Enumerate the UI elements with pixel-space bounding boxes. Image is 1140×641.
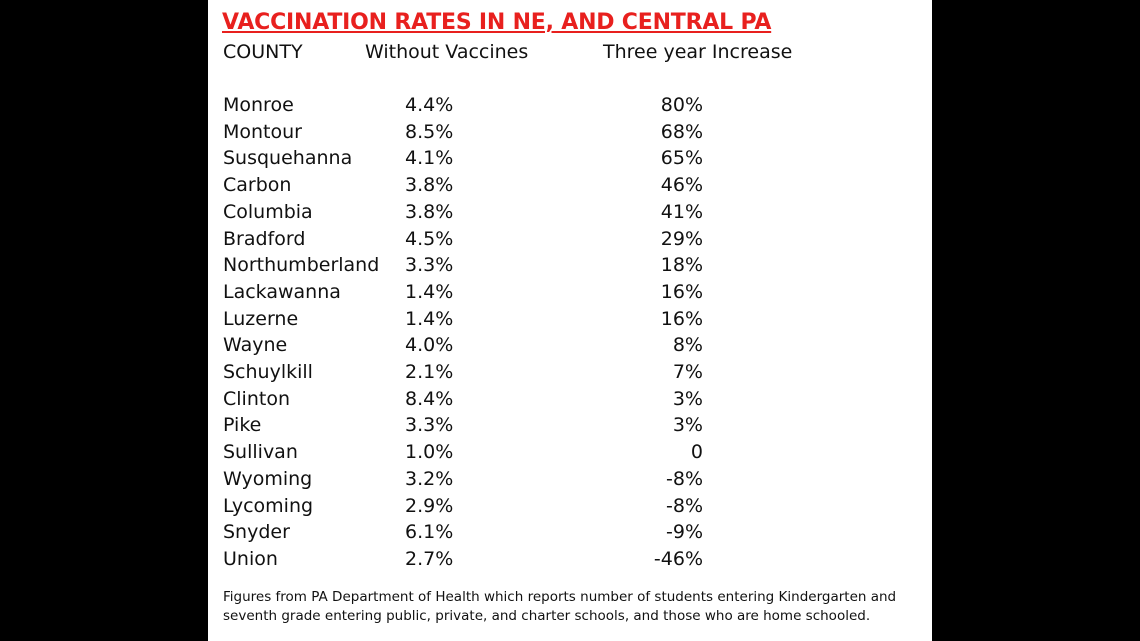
three-year-increase-cell: 3% bbox=[672, 414, 703, 437]
table-row bbox=[208, 119, 932, 146]
county-cell: Clinton bbox=[223, 387, 290, 410]
three-year-increase-cell: 65% bbox=[660, 147, 703, 170]
without-vaccines-cell: 8.4% bbox=[405, 387, 454, 410]
without-vaccines-cell: 1.4% bbox=[405, 280, 454, 303]
three-year-increase-cell: 80% bbox=[660, 94, 703, 116]
without-vaccines-cell: 4.5% bbox=[405, 227, 454, 250]
county-cell: Montour bbox=[223, 120, 302, 143]
page-title: VACCINATION RATES IN NE, AND CENTRAL PA bbox=[222, 10, 772, 35]
without-vaccines-cell: 4.0% bbox=[405, 334, 454, 357]
without-vaccines-cell: 8.5% bbox=[405, 120, 454, 143]
table-row bbox=[208, 92, 932, 119]
table-row bbox=[208, 359, 932, 386]
county-cell: Union bbox=[223, 547, 278, 570]
county-cell: Snyder bbox=[223, 521, 290, 544]
without-vaccines-cell: 3.8% bbox=[405, 200, 454, 223]
table-row bbox=[208, 226, 932, 253]
column-header-without-vaccines: Without Vaccines bbox=[365, 41, 529, 63]
table-row bbox=[208, 386, 932, 413]
without-vaccines-cell: 3.8% bbox=[405, 174, 454, 197]
county-cell: Susquehanna bbox=[223, 147, 353, 170]
three-year-increase-cell: 18% bbox=[660, 254, 703, 277]
county-cell: Lycoming bbox=[223, 494, 314, 517]
three-year-increase-cell: 16% bbox=[660, 307, 703, 330]
document-panel bbox=[208, 0, 932, 641]
table-row bbox=[208, 412, 932, 439]
without-vaccines-cell: 2.7% bbox=[405, 547, 454, 570]
county-cell: Northumberland bbox=[223, 254, 380, 277]
county-cell: Wayne bbox=[223, 334, 288, 357]
without-vaccines-cell: 3.3% bbox=[405, 414, 454, 437]
without-vaccines-cell: 3.3% bbox=[405, 254, 454, 277]
three-year-increase-cell: 7% bbox=[672, 361, 703, 383]
table-row bbox=[208, 306, 932, 333]
table-row bbox=[208, 546, 932, 573]
table-row bbox=[208, 252, 932, 279]
without-vaccines-cell: 4.4% bbox=[405, 94, 454, 116]
table-row bbox=[208, 279, 932, 306]
county-cell: Lackawanna bbox=[223, 280, 341, 303]
without-vaccines-cell: 3.2% bbox=[405, 467, 454, 490]
footnote: Figures from PA Department of Health which reports number of students entering Kindergarten and seventh grade entering public, private, and charter schools, and those who are home schooled. bbox=[223, 589, 897, 624]
table-row bbox=[208, 332, 932, 359]
table-row bbox=[208, 172, 932, 199]
table-row bbox=[208, 493, 932, 520]
without-vaccines-cell: 6.1% bbox=[405, 521, 454, 544]
county-cell: Carbon bbox=[223, 174, 292, 197]
table-row bbox=[208, 466, 932, 493]
table-row bbox=[208, 145, 932, 172]
table-row bbox=[208, 199, 932, 226]
three-year-increase-cell: 46% bbox=[660, 174, 703, 197]
three-year-increase-cell: 16% bbox=[660, 280, 703, 303]
without-vaccines-cell: 1.0% bbox=[405, 441, 454, 464]
three-year-increase-cell: 3% bbox=[672, 387, 703, 410]
three-year-increase-cell: -8% bbox=[666, 467, 703, 490]
county-cell: Sullivan bbox=[223, 441, 298, 464]
county-cell: Luzerne bbox=[223, 307, 299, 330]
three-year-increase-cell: 68% bbox=[660, 120, 703, 143]
three-year-increase-cell: -8% bbox=[666, 494, 703, 517]
without-vaccines-cell: 1.4% bbox=[405, 307, 454, 330]
without-vaccines-cell: 2.1% bbox=[405, 361, 454, 383]
table-row bbox=[208, 519, 932, 546]
county-cell: Pike bbox=[223, 414, 262, 437]
county-cell: Monroe bbox=[223, 94, 294, 116]
column-header-three-year-increase: Three year Increase bbox=[603, 41, 793, 63]
three-year-increase-cell: 0 bbox=[690, 441, 703, 464]
county-cell: Schuylkill bbox=[223, 361, 313, 383]
three-year-increase-cell: -9% bbox=[666, 521, 703, 544]
column-header-county: COUNTY bbox=[223, 41, 303, 63]
three-year-increase-cell: 29% bbox=[660, 227, 703, 250]
without-vaccines-cell: 2.9% bbox=[405, 494, 454, 517]
county-cell: Columbia bbox=[223, 200, 313, 223]
county-cell: Wyoming bbox=[223, 467, 313, 490]
three-year-increase-cell: 41% bbox=[660, 200, 703, 223]
table-row bbox=[208, 439, 932, 466]
three-year-increase-cell: -46% bbox=[653, 547, 703, 570]
three-year-increase-cell: 8% bbox=[672, 334, 703, 357]
without-vaccines-cell: 4.1% bbox=[405, 147, 454, 170]
county-cell: Bradford bbox=[223, 227, 306, 250]
